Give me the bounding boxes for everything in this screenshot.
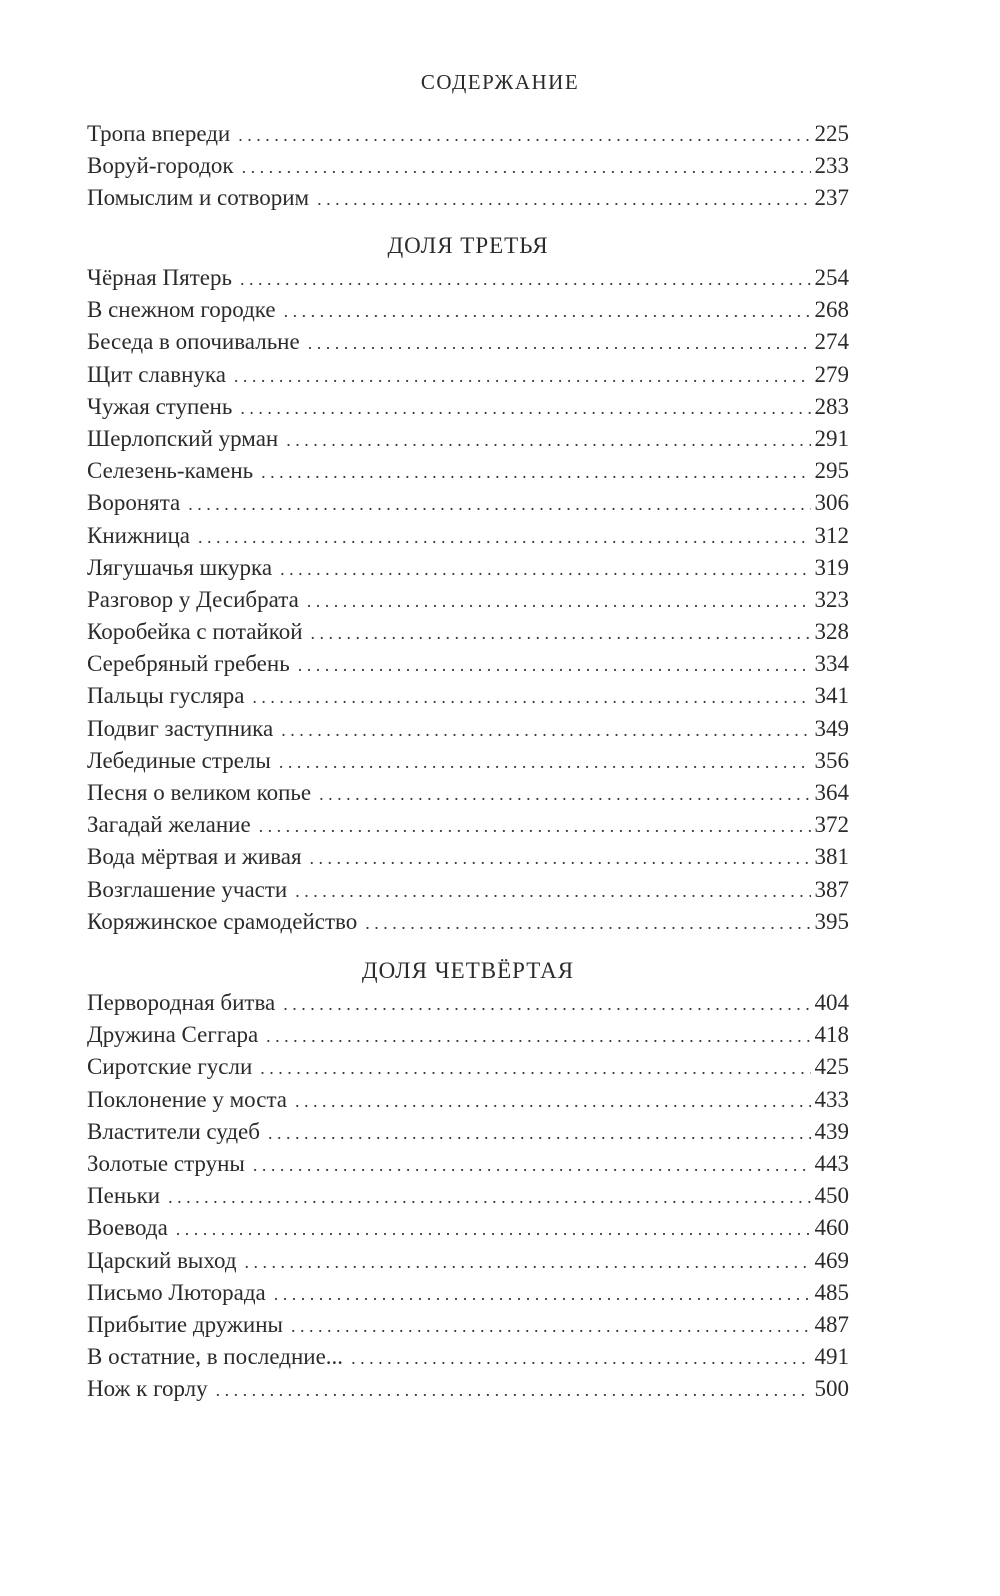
toc-entry-title: Коряжинское срамодейство xyxy=(87,908,358,934)
toc-entry xyxy=(87,182,849,214)
dot-leader xyxy=(281,714,810,746)
toc-entry-title: Пеньки xyxy=(87,1183,161,1209)
toc-entry-title: Беседа в опочивальне xyxy=(87,329,300,355)
toc-entry-title: Разговор у Десибрата xyxy=(87,586,299,612)
toc-entry-page: 487 xyxy=(814,1311,849,1337)
toc-entry xyxy=(87,520,849,552)
toc-entry-title: Царский выход xyxy=(87,1247,237,1273)
toc-entry-page: 323 xyxy=(814,586,849,612)
toc-entry xyxy=(87,359,849,391)
toc-entry xyxy=(87,150,849,182)
toc-entry-page: 500 xyxy=(814,1376,849,1402)
dot-leader xyxy=(291,1310,811,1342)
dot-leader xyxy=(286,424,810,456)
toc-entry-page: 312 xyxy=(814,522,849,548)
toc-entry-page: 395 xyxy=(814,908,849,934)
toc-entry-title: Нож к горлу xyxy=(87,1376,208,1402)
dot-leader xyxy=(307,585,811,617)
toc-entry-title: Прибытие дружины xyxy=(87,1311,283,1337)
dot-leader xyxy=(295,875,810,907)
toc-entry xyxy=(87,391,849,423)
toc-entry-page: 381 xyxy=(814,844,849,870)
dot-leader xyxy=(310,842,811,874)
toc-entry xyxy=(87,294,849,326)
toc-entry-title: Коробейка с потайкой xyxy=(87,619,303,645)
dot-leader xyxy=(240,392,810,424)
toc-entry-title: Серебряный гребень xyxy=(87,651,290,677)
dot-leader xyxy=(252,681,810,713)
toc-entry xyxy=(87,777,849,809)
toc-entry-page: 450 xyxy=(814,1183,849,1209)
dot-leader xyxy=(234,360,811,392)
dot-leader xyxy=(298,649,811,681)
toc-entry-page: 349 xyxy=(814,715,849,741)
toc-entry xyxy=(87,874,849,906)
toc-entry xyxy=(87,584,849,616)
toc-entry-page: 425 xyxy=(814,1054,849,1080)
dot-leader xyxy=(268,1117,811,1149)
dot-leader xyxy=(198,521,811,553)
part-three xyxy=(87,230,849,938)
dot-leader xyxy=(176,1213,811,1245)
toc-entry-page: 404 xyxy=(814,990,849,1015)
toc-entry-page: 334 xyxy=(814,651,849,677)
toc-entry-page: 491 xyxy=(814,1344,849,1370)
toc-entry xyxy=(87,1212,849,1244)
toc-entry-title: В снежном городке xyxy=(87,297,276,323)
toc-entry-page: 319 xyxy=(814,554,849,580)
dot-leader xyxy=(188,488,810,520)
toc-entry-page: 443 xyxy=(814,1150,849,1176)
dot-leader xyxy=(365,907,810,939)
toc-entry-title: Письмо Люторада xyxy=(87,1279,266,1305)
dot-leader xyxy=(351,1342,810,1374)
toc-entry-title: Чужая ступень xyxy=(87,393,233,419)
dot-leader xyxy=(308,327,811,359)
toc-entry-page: 433 xyxy=(814,1086,849,1112)
toc-entry-title: В остатние, в последние... xyxy=(87,1344,344,1370)
toc-entry-page: 485 xyxy=(814,1279,849,1305)
toc-entry xyxy=(87,745,849,777)
toc-entry xyxy=(87,326,849,358)
toc-entry-page: 341 xyxy=(814,683,849,709)
toc-entry-page: 328 xyxy=(814,619,849,645)
dot-leader xyxy=(279,746,811,778)
part-three-entries xyxy=(87,262,849,938)
toc-entry xyxy=(87,1309,849,1341)
dot-leader xyxy=(216,1374,811,1406)
toc-entry-title: Щит славнука xyxy=(87,361,226,387)
toc-entry-page: 372 xyxy=(814,812,849,838)
toc-entry-page: 364 xyxy=(814,780,849,805)
toc-entry xyxy=(87,1019,849,1051)
toc-entry-title: Селезень-камень xyxy=(87,458,254,484)
dot-leader xyxy=(319,778,810,810)
toc-entry-page: 237 xyxy=(814,185,849,211)
toc-entry xyxy=(87,1051,849,1083)
dot-leader xyxy=(238,119,810,151)
toc-entry xyxy=(87,809,849,841)
dot-leader xyxy=(274,1278,811,1310)
running-head: СОДЕРЖАНИЕ xyxy=(420,70,580,94)
toc-entry xyxy=(87,713,849,745)
toc-entry xyxy=(87,616,849,648)
toc-entry-page: 279 xyxy=(814,361,849,387)
toc-entry-title: Лебединые стрелы xyxy=(87,747,271,773)
toc-entry xyxy=(87,1180,849,1212)
dot-leader xyxy=(295,1085,811,1117)
dot-leader xyxy=(240,263,811,295)
toc-entry-page: 225 xyxy=(814,121,849,146)
toc-entry-page: 418 xyxy=(814,1022,849,1048)
part-four xyxy=(87,955,849,1405)
toc-entry-title: Шерлопский урман xyxy=(87,425,279,451)
dot-leader xyxy=(259,810,811,842)
toc-entry-title: Вода мёртвая и живая xyxy=(87,844,302,870)
toc-entry-title: Воевода xyxy=(87,1215,168,1241)
toc-entry xyxy=(87,906,849,938)
part-four-entries xyxy=(87,987,849,1405)
toc-entry xyxy=(87,1148,849,1180)
toc-entry-title: Книжница xyxy=(87,522,190,548)
toc-entry-title: Воронята xyxy=(87,490,181,516)
toc-entry-page: 460 xyxy=(814,1215,849,1241)
toc-entry-page: 469 xyxy=(814,1247,849,1273)
dot-leader xyxy=(168,1181,810,1213)
dot-leader xyxy=(260,1052,810,1084)
toc-entry-page: 283 xyxy=(814,393,849,419)
toc-entry-title: Сиротские гусли xyxy=(87,1054,253,1080)
toc-entry-page: 254 xyxy=(814,265,849,290)
toc-entry-page: 439 xyxy=(814,1118,849,1144)
toc-entry-title: Лягушачья шкурка xyxy=(87,554,273,580)
toc-entry xyxy=(87,1245,849,1277)
toc-entry xyxy=(87,552,849,584)
toc-entry-page: 268 xyxy=(814,297,849,323)
dot-leader xyxy=(317,183,810,215)
toc-entry-title: Воруй-городок xyxy=(87,153,234,179)
toc-entry xyxy=(87,841,849,873)
toc-entry xyxy=(87,423,849,455)
toc-entry-title: Поклонение у моста xyxy=(87,1086,287,1112)
toc-entry-title: Песня о великом копье xyxy=(87,780,312,805)
toc-entry-title: Властители судеб xyxy=(87,1118,260,1144)
part-four-title: ДОЛЯ ЧЕТВЁРТАЯ xyxy=(361,958,575,983)
toc-entry xyxy=(87,262,849,294)
dot-leader xyxy=(266,1020,810,1052)
toc-entry xyxy=(87,455,849,487)
toc-entry-page: 295 xyxy=(814,458,849,484)
toc-entry-title: Чёрная Пятерь xyxy=(87,265,232,290)
toc-entry-title: Подвиг заступника xyxy=(87,715,274,741)
toc-entry xyxy=(87,1116,849,1148)
toc-entry-page: 387 xyxy=(814,876,849,902)
intro-entries xyxy=(87,118,849,215)
toc-entry xyxy=(87,1277,849,1309)
toc-entry-page: 233 xyxy=(814,153,849,179)
part-three-title: ДОЛЯ ТРЕТЬЯ xyxy=(387,233,549,258)
toc-entry xyxy=(87,118,849,150)
toc-entry-title: Загадай желание xyxy=(87,812,251,838)
dot-leader xyxy=(261,456,810,488)
dot-leader xyxy=(284,295,811,327)
dot-leader xyxy=(242,151,811,183)
dot-leader xyxy=(311,617,811,649)
toc-entry-page: 291 xyxy=(814,425,849,451)
toc-entry xyxy=(87,680,849,712)
dot-leader xyxy=(253,1149,811,1181)
toc-entry-title: Дружина Сеггара xyxy=(87,1022,259,1048)
toc-entry-title: Помыслим и сотворим xyxy=(87,185,310,211)
toc-entry xyxy=(87,648,849,680)
toc-entry-page: 306 xyxy=(814,490,849,516)
toc-entry xyxy=(87,987,849,1019)
dot-leader xyxy=(283,988,810,1020)
toc-entry-title: Тропа впереди xyxy=(87,121,231,146)
toc-entry xyxy=(87,1373,849,1405)
toc-entry xyxy=(87,1341,849,1373)
toc-entry xyxy=(87,1084,849,1116)
dot-leader xyxy=(245,1246,811,1278)
toc-entry-title: Возглашение участи xyxy=(87,876,288,902)
toc-entry-title: Первородная битва xyxy=(87,990,276,1015)
toc-entry xyxy=(87,487,849,519)
toc-entry-title: Пальцы гусляра xyxy=(87,683,245,709)
toc-entry-page: 274 xyxy=(814,329,849,355)
toc-entry-page: 356 xyxy=(814,747,849,773)
dot-leader xyxy=(280,553,810,585)
toc-entry-title: Золотые струны xyxy=(87,1150,245,1176)
